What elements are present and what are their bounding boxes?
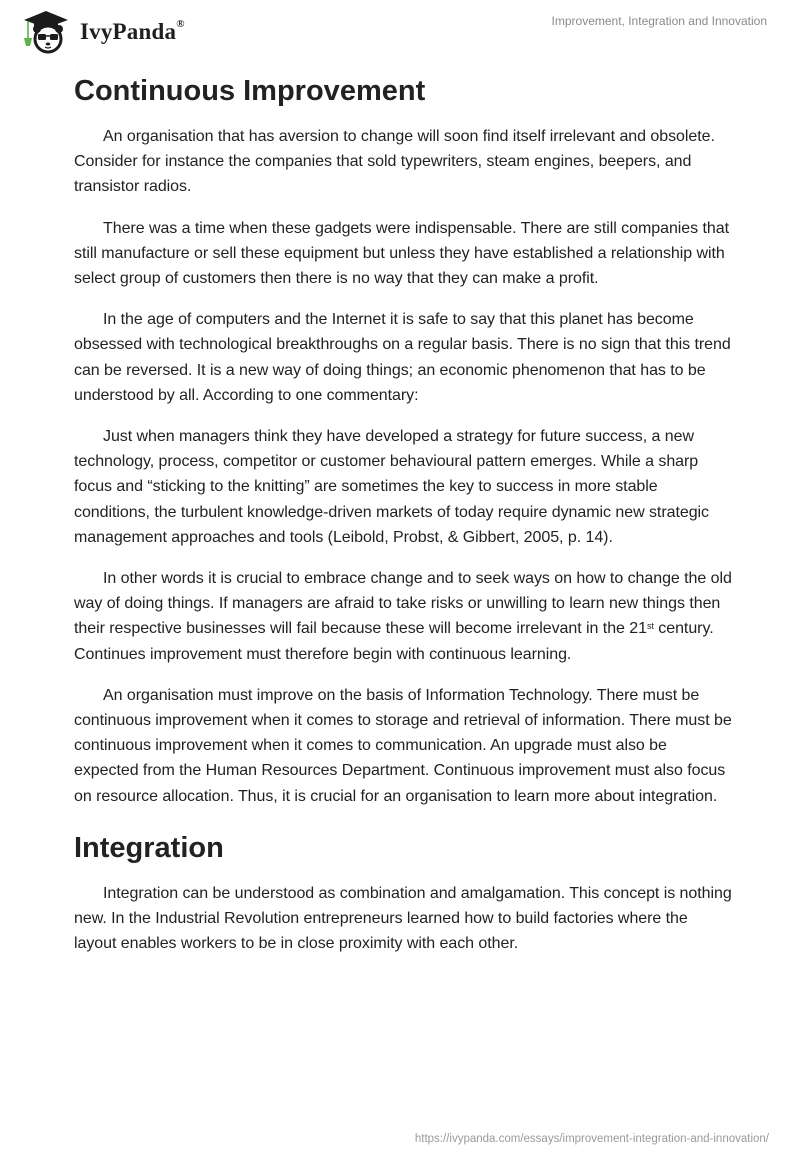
paragraph: Integration can be understood as combination and amalgamation. This concept is nothing new. In the Industrial Revolution entrepreneurs learned how to build factories where the layout enables workers to be in close proximity with each other.: [74, 884, 732, 953]
paragraph: An organisation that has aversion to change will soon find itself irrelevant and obsolete. Consider for instance the companies that sold typewriters, steam engines, beepers, and transistor radios.: [74, 128, 715, 196]
paragraph: [74, 566, 734, 667]
paragraph: An organisation must improve on the basis of Information Technology. There must be continuous improvement when it comes to storage and retrieval of information. There must be continuous improvement when it comes to communication. An upgrade must also be expected from the Human Resources Department. Continuous improvement must also focus on resource allocation. Thus, it is crucial for an organisation to learn more about integration.: [74, 686, 732, 805]
brand-name: IvyPanda®: [80, 18, 185, 44]
section-heading-integration: Integration: [74, 831, 224, 864]
panda-graduation-cap-icon: [18, 8, 74, 54]
registered-mark: ®: [176, 18, 185, 31]
paragraph: There was a time when these gadgets were indispensable. There are still companies that still manufacture or sell these equipment but unless they have established a relationship with select group of customers then there is no way that they can make a profit.: [74, 219, 729, 288]
block-quote-paragraph: Just when managers think they have developed a strategy for future success, a new technology, process, competitor or customer behavioural pattern emerges. While a sharp focus and “sticking to the knitting” are sometimes the key to success in more stable conditions, the turbulent knowledge-driven markets of today require dynamic new strategic management approaches and tools (Leibold, Probst, & Gibbert, 2005, p. 14).: [74, 428, 709, 546]
paragraph-text: In other words it is crucial to embrace change and to seek ways on how to change the old way of doing things. If managers are afraid to take risks or unwilling to learn new things then their respective businesses will fail because these will become irrelevant in the 21: [74, 570, 732, 638]
ivypanda-logo[interactable]: [18, 8, 185, 54]
essay-content: [74, 68, 734, 972]
paragraph-text: century. Continues improvement must therefore begin with continuous learning.: [74, 620, 714, 663]
section-heading-continuous-improvement: Continuous Improvement: [74, 75, 426, 107]
paragraph: In the age of computers and the Internet it is safe to say that this planet has become obsessed with technological breakthroughs on a regular basis. There is no sign that this trend can be reversed. It is a new way of doing things; an economic phenomenon that has to be understood by all. According to one commentary:: [74, 311, 731, 404]
page-header: [0, 0, 800, 60]
source-url-link[interactable]: https://ivypanda.com/essays/improvement-integration-and-innovation/: [414, 1133, 769, 1145]
ordinal-suffix: st: [646, 621, 654, 632]
running-title: Improvement, Integration and Innovation: [551, 14, 767, 28]
